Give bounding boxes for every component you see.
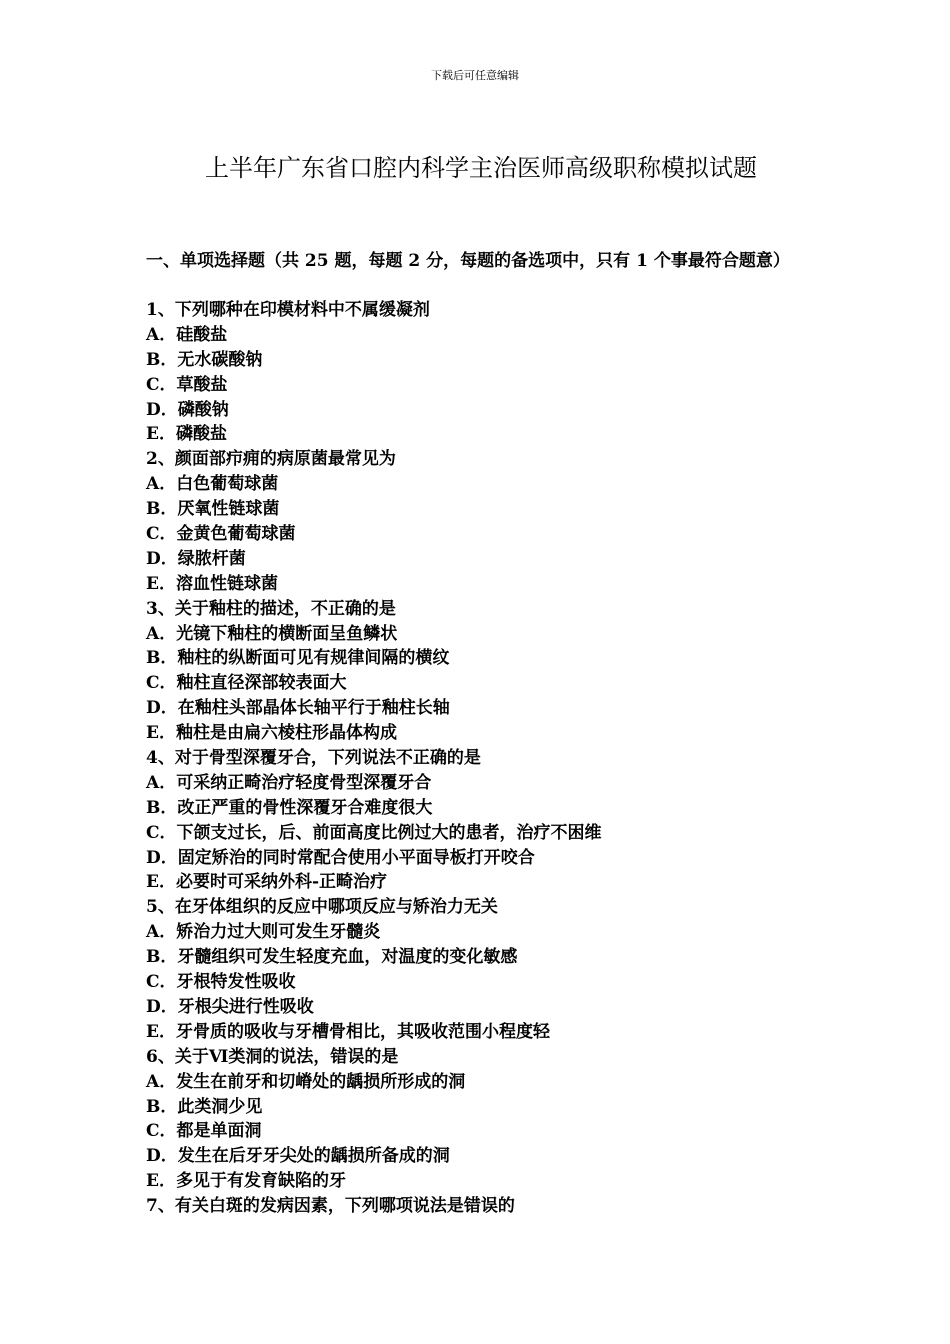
- answer-option: D．绿脓杆菌: [146, 548, 246, 569]
- document-title: 上半年广东省口腔内科学主治医师高级职称模拟试题: [205, 154, 757, 182]
- question-stem: 3、关于釉柱的描述，不正确的是: [146, 598, 396, 619]
- answer-option: D．固定矫治的同时常配合使用小平面导板打开咬合: [146, 847, 535, 868]
- answer-option: E．必要时可采纳外科-正畸治疗: [146, 872, 388, 893]
- answer-option: E．磷酸盐: [146, 424, 227, 445]
- answer-option: B．无水碳酸钠: [146, 349, 263, 370]
- answer-option: C．金黄色葡萄球菌: [146, 524, 296, 545]
- answer-option: C．釉柱直径深部较表面大: [146, 673, 347, 694]
- header-note: 下载后可任意编辑: [431, 69, 519, 82]
- question-stem: 7、有关白斑的发病因素，下列哪项说法是错误的: [146, 1196, 515, 1217]
- answer-option: A．可采纳正畸治疗轻度骨型深覆牙合: [146, 772, 432, 793]
- question-list: [146, 298, 826, 1219]
- question-stem: 6、关于Ⅵ类洞的说法，错误的是: [146, 1046, 399, 1067]
- question-stem: 1、下列哪种在印模材料中不属缓凝剂: [146, 300, 430, 320]
- answer-option: E．釉柱是由扁六棱柱形晶体构成: [146, 723, 397, 744]
- answer-option: D．发生在后牙牙尖处的龋损所备成的洞: [146, 1146, 450, 1167]
- answer-option: B．改正严重的骨性深覆牙合难度很大: [146, 797, 433, 818]
- answer-option: D．牙根尖进行性吸收: [146, 996, 314, 1017]
- answer-option: B．此类洞少见: [146, 1096, 263, 1117]
- answer-option: B．釉柱的纵断面可见有规律间隔的横纹: [146, 648, 450, 669]
- question-stem: 4、对于骨型深覆牙合，下列说法不正确的是: [146, 748, 481, 769]
- answer-option: E．多见于有发育缺陷的牙: [146, 1171, 346, 1192]
- answer-option: B．牙髓组织可发生轻度充血，对温度的变化敏感: [146, 947, 518, 968]
- answer-option: A．发生在前牙和切嵴处的龋损所形成的洞: [146, 1071, 466, 1092]
- answer-option: C．下颌支过长，后、前面高度比例过大的患者，治疗不困维: [146, 822, 602, 843]
- answer-option: E．溶血性链球菌: [146, 573, 278, 594]
- answer-option: C．草酸盐: [146, 374, 228, 395]
- question-stem: 5、在牙体组织的反应中哪项反应与矫治力无关: [146, 897, 498, 918]
- answer-option: E．牙骨质的吸收与牙槽骨相比，其吸收范围小程度轻: [146, 1021, 550, 1042]
- question-stem: 2、颜面部疖痈的病原菌最常见为: [146, 449, 396, 470]
- answer-option: A．矫治力过大则可发生牙髓炎: [146, 922, 381, 943]
- answer-option: D．磷酸钠: [146, 399, 229, 420]
- answer-option: D．在釉柱头部晶体长轴平行于釉柱长轴: [146, 698, 450, 719]
- answer-option: B．厌氧性链球菌: [146, 499, 280, 520]
- answer-option: C．牙根特发性吸收: [146, 972, 296, 993]
- answer-option: A．硅酸盐: [146, 324, 228, 345]
- answer-option: A．白色葡萄球菌: [146, 474, 279, 495]
- section-heading: 一、单项选择题（共 25 题，每题 2 分，每题的备选项中，只有 1 个事最符合题意）: [146, 251, 790, 271]
- answer-option: C．都是单面洞: [146, 1121, 262, 1142]
- answer-option: A．光镜下釉柱的横断面呈鱼鳞状: [146, 623, 398, 644]
